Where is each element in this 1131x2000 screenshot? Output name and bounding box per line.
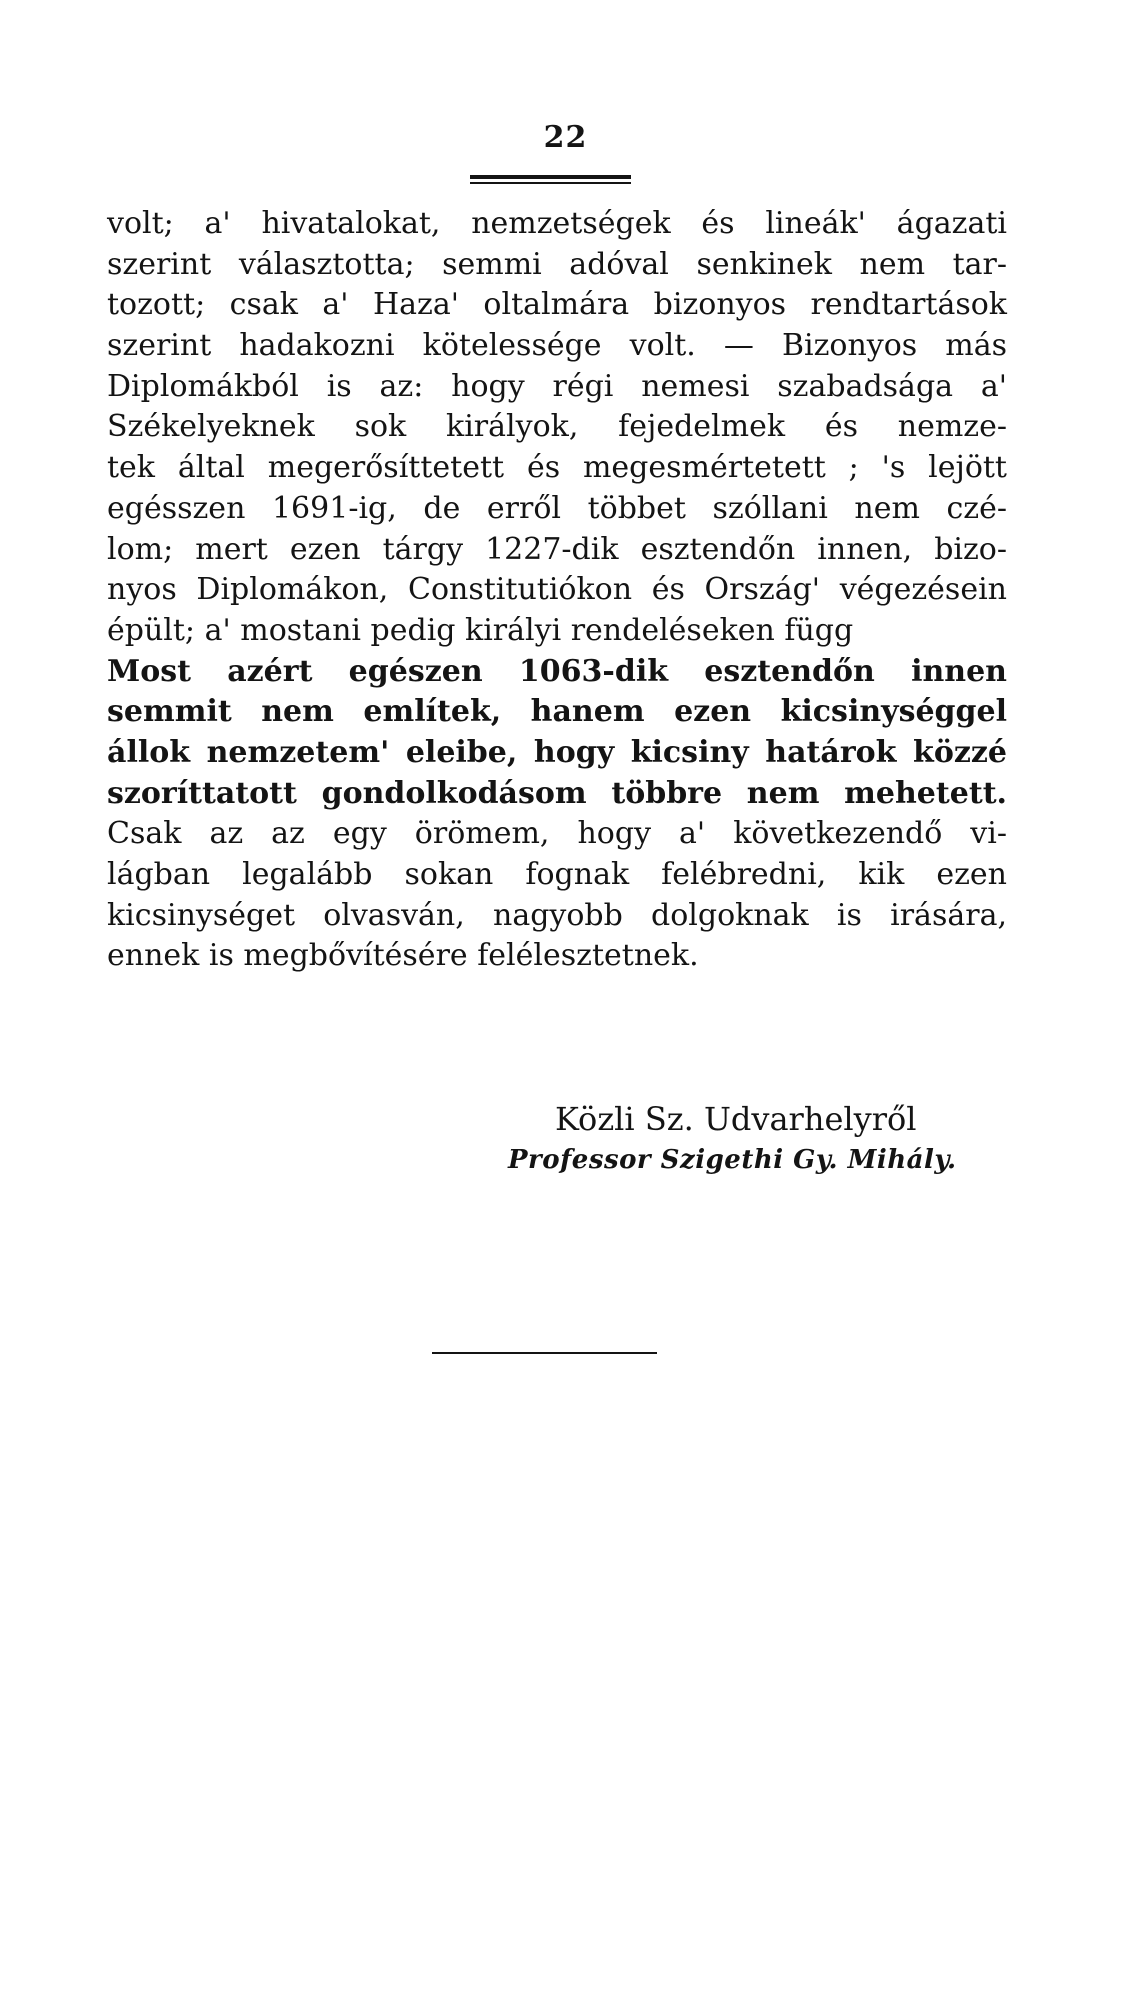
text-line: tek által megerősíttetett és megesmértetett ; 's lejött bbox=[107, 450, 1007, 486]
text-line: épült; a' mostani pedig királyi rendeléseken függ bbox=[107, 612, 854, 648]
text-line: Székelyeknek sok királyok, fejedelmek és nemze- bbox=[107, 409, 1007, 445]
text-line: kicsinységet olvasván, nagyobb dolgoknak is irására, bbox=[107, 897, 1007, 933]
text-line: semmit nem említek, hanem ezen kicsinységgel bbox=[107, 694, 1007, 730]
text-line: lom; mert ezen tárgy 1227-dik esztendőn innen, bizo- bbox=[107, 531, 1007, 567]
text-line: tozott; csak a' Haza' oltalmára bizonyos rendtartások bbox=[107, 287, 1007, 323]
text-line: nyos Diplomákon, Constitutiókon és Ország' végezésein bbox=[107, 572, 1007, 608]
signature-author: Professor Szigethi Gy. Mihály. bbox=[508, 1145, 957, 1175]
body-paragraph bbox=[107, 204, 1007, 977]
text-line: lágban legalább sokan fognak felébredni, kik ezen bbox=[107, 857, 1007, 892]
text-line: volt; a' hivatalokat, nemzetségek és lineák' ágazati bbox=[107, 206, 1007, 241]
text-line: Diplomákból is az: hogy régi nemesi szabadsága a' bbox=[107, 368, 1007, 404]
text-line: szerint hadakozni kötelessége volt. — Bizonyos más bbox=[107, 328, 1007, 364]
signature-attribution: Közli Sz. Udvarhelyről bbox=[555, 1100, 917, 1138]
text-line: Most azért egészen 1063-dik esztendőn innen bbox=[107, 653, 1007, 689]
text-line: ennek is megbővítésére felélesztetnek. bbox=[107, 938, 699, 974]
page-number: 22 bbox=[543, 120, 588, 155]
text-line: egésszen 1691-ig, de erről többet szóllani nem czé- bbox=[107, 490, 1007, 526]
text-line: Csak az az egy örömem, hogy a' következendő vi- bbox=[107, 816, 1007, 852]
end-rule bbox=[432, 1352, 657, 1354]
header-rule-thick bbox=[470, 175, 631, 179]
text-line: állok nemzetem' eleibe, hogy kicsiny határok közzé bbox=[107, 734, 1007, 770]
text-line: szoríttatott gondolkodásom többre nem mehetett. bbox=[107, 775, 1007, 811]
text-line: szerint választotta; semmi adóval senkinek nem tar- bbox=[107, 246, 1007, 282]
header-rule-thin bbox=[470, 182, 631, 184]
